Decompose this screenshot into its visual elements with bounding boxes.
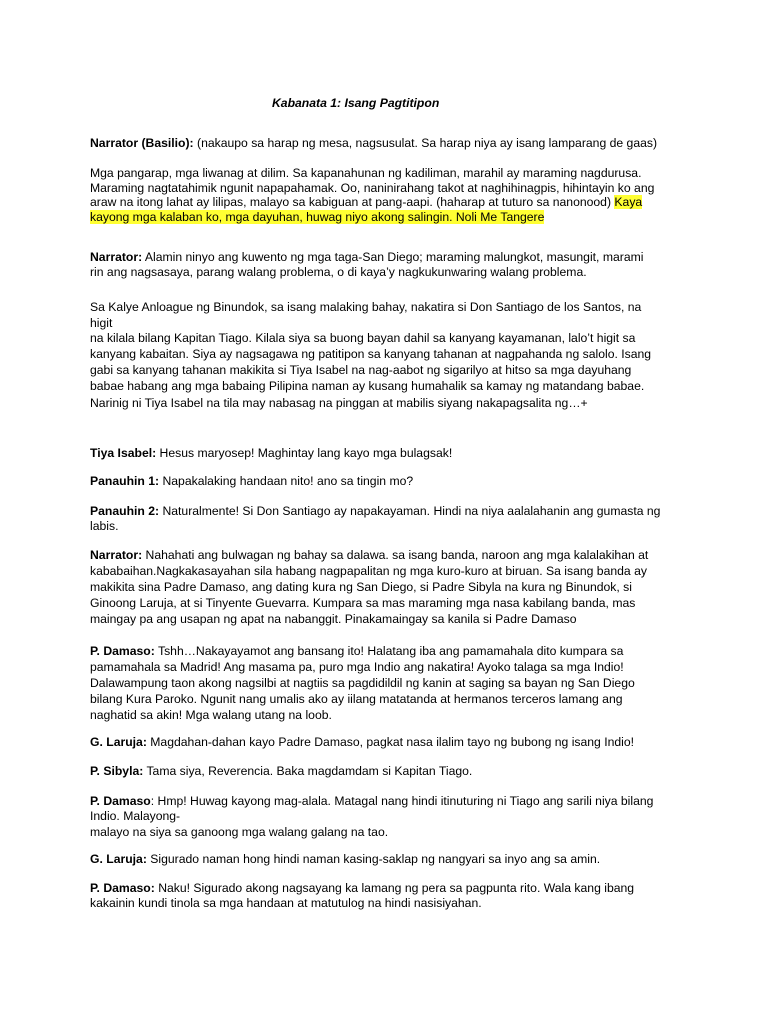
document-page bbox=[90, 96, 690, 910]
monologue-paragraph bbox=[90, 166, 654, 224]
sibyla-line bbox=[90, 764, 472, 779]
speaker-label: Panauhin 1: bbox=[90, 474, 160, 488]
speaker-label: P. Damaso bbox=[90, 794, 151, 808]
tiya-isabel-line bbox=[90, 446, 452, 461]
paragraph-line: kakainin kundi tinola sa mga handaan at matutulog na hindi nasisiyahan. bbox=[90, 895, 482, 910]
highlighted-text: kayong mga kalaban ko, mga dayuhan, huwag niyo akong salingin. Noli Me Tangere bbox=[90, 209, 545, 224]
panauhin-1-line bbox=[90, 474, 413, 489]
paragraph-line: higit bbox=[90, 315, 113, 330]
paragraph-text: Naturalmente! Si Don Santiago ay napakayaman. Hindi na niya aalalahanin ang gumasta ng bbox=[159, 504, 661, 518]
paragraph-text: Nahahati ang bulwagan ng bahay sa dalawa. sa isang banda, naroon ang mga kalalakihan at bbox=[142, 548, 649, 562]
paragraph-line: labis. bbox=[90, 518, 119, 533]
paragraph-line: bilang Kura Paroko. Ngunit nang umalis ako ay iilang matatanda at hermanos terceros lamang ang bbox=[90, 692, 623, 707]
paragraph-text: Naku! Sigurado akong nagsayang ka lamang ng pera sa pagpunta rito. Wala kang ibang bbox=[154, 881, 635, 895]
paragraph-line: Indio. Malayong- bbox=[90, 808, 181, 823]
speaker-label: G. Laruja: bbox=[90, 852, 147, 866]
paragraph-line: Maraming nagtatahimik ngunit napapahamak. Oo, naninirahang takot at naghihinagpis, hihintayin ko ang bbox=[90, 180, 655, 195]
paragraph-text: Sigurado naman hong hindi naman kasing-saklap ng nangyari sa inyo ang sa amin. bbox=[146, 852, 601, 866]
paragraph-text: Alamin ninyo ang kuwento ng mga taga-San Diego; maraming malungkot, masungit, marami bbox=[142, 250, 644, 264]
panauhin-2-paragraph bbox=[90, 504, 660, 533]
paragraph-line: malayo na siya sa ganoong mga walang galang na tao. bbox=[90, 824, 389, 839]
narrator-paragraph bbox=[90, 250, 643, 279]
speaker-label: P. Damaso: bbox=[90, 881, 155, 895]
paragraph-line: pamamahala sa Madrid! Ang masama pa, puro mga Indio ang nakatira! Ayoko talaga sa mga Indio! bbox=[90, 660, 624, 675]
paragraph-line: maingay pa ang usapan ng apat na nabanggit. Pinakamaingay sa kanila si Padre Damaso bbox=[90, 612, 577, 627]
paragraph-text: Tshh…Nakayayamot ang bansang ito! Halatang iba ang pamamahala dito kumpara sa bbox=[154, 644, 624, 658]
speaker-label: Tiya Isabel: bbox=[90, 446, 157, 460]
paragraph-line: kanyang kabaitan. Siya ay nagsagawa ng patitipon sa kanyang tahanan at nagpahanda ng salolo. Isang bbox=[90, 347, 652, 362]
paragraph-line: gabi sa kanyang tahanan makikita si Tiya Isabel na nag-aabot ng sigarilyo at hitso sa mga dayuhang bbox=[90, 363, 632, 378]
speaker-label: Narrator: bbox=[90, 548, 143, 562]
narrative-paragraph bbox=[90, 300, 651, 410]
paragraph-line: Sa Kalye Anloague ng Binundok, sa isang malaking bahay, nakatira si Don Santiago de los Santos, na bbox=[90, 300, 642, 314]
speaker-label: Narrator: bbox=[90, 250, 143, 264]
paragraph-text: (nakaupo sa harap ng mesa, nagsusulat. Sa harap niya ay isang lamparang de gaas) bbox=[193, 136, 658, 150]
paragraph-line: makikita sina Padre Damaso, ang dating kura ng San Diego, si Padre Sibyla na kura ng Binundok, si bbox=[90, 580, 632, 595]
speaker-label: Panauhin 2: bbox=[90, 504, 160, 518]
paragraph-line: Dalawampung taon akong nagsilbi at nagtiis sa pagdidildil ng kanin at saging sa bayan ng San Diego bbox=[90, 676, 635, 691]
narrator-basilio-paragraph bbox=[90, 136, 657, 151]
damaso-paragraph bbox=[90, 794, 653, 839]
paragraph-line: babae habang ang mga babaing Pilipina naman ay kusang humahalik sa kamay ng matandang babae. bbox=[90, 379, 645, 394]
speaker-label: P. Damaso: bbox=[90, 644, 155, 658]
speaker-label: P. Sibyla: bbox=[90, 764, 144, 778]
paragraph-line: kababaihan.Nagkakasayahan sila habang nagpapalitan ng mga kuro-kuro at biruan. Sa isang banda ay bbox=[90, 564, 647, 579]
paragraph-line: Ginoong Laruja, at si Tinyente Guevarra. Kumpara sa mas maraming mga nasa kabilang banda, mas bbox=[90, 596, 636, 611]
laruja-line bbox=[90, 852, 600, 867]
paragraph-line: rin ang nagsasaya, parang walang problema, o di kaya’y nagkukunwaring walang problema. bbox=[90, 264, 587, 279]
paragraph-text: : Hmp! Huwag kayong mag-alala. Matagal nang hindi itinuturing ni Tiago ang sarili niya bilang bbox=[150, 794, 654, 808]
paragraph-line: Mga pangarap, mga liwanag at dilim. Sa kapanahunan ng kadiliman, marahil ay maraming nagdurusa. bbox=[90, 166, 642, 180]
paragraph-text: Magdahan-dahan kayo Padre Damaso, pagkat nasa ilalim tayo ng bubong ng isang Indio! bbox=[146, 735, 635, 749]
laruja-line bbox=[90, 735, 634, 750]
paragraph-text: Napakalaking handaan nito! ano sa tingin mo? bbox=[159, 474, 414, 488]
damaso-paragraph bbox=[90, 644, 635, 723]
paragraph-line: naghatid sa akin! Mga walang utang na loob. bbox=[90, 708, 332, 723]
narrator-paragraph bbox=[90, 548, 648, 627]
paragraph-line: Narinig ni Tiya Isabel na tila may nabasag na pinggan at mabilis siyang nakapagsalita ng…+ bbox=[90, 395, 588, 410]
highlighted-text: Kaya bbox=[614, 195, 643, 210]
speaker-label: G. Laruja: bbox=[90, 735, 147, 749]
paragraph-line: araw na itong lahat ay lilipas, malayo sa kabiguan at pang-aapi. (haharap at tuturo sa nanonood) bbox=[90, 195, 615, 210]
damaso-paragraph bbox=[90, 881, 634, 910]
paragraph-text: Tama siya, Reverencia. Baka magdamdam si Kapitan Tiago. bbox=[143, 764, 473, 778]
paragraph-text: Hesus maryosep! Maghintay lang kayo mga bulagsak! bbox=[156, 446, 453, 460]
paragraph-line: na kilala bilang Kapitan Tiago. Kilala siya sa buong bayan dahil sa kanyang kayamanan, lalo’t higit sa bbox=[90, 331, 636, 346]
chapter-title: Kabanata 1: Isang Pagtitipon bbox=[272, 96, 440, 110]
speaker-label: Narrator (Basilio): bbox=[90, 136, 194, 150]
